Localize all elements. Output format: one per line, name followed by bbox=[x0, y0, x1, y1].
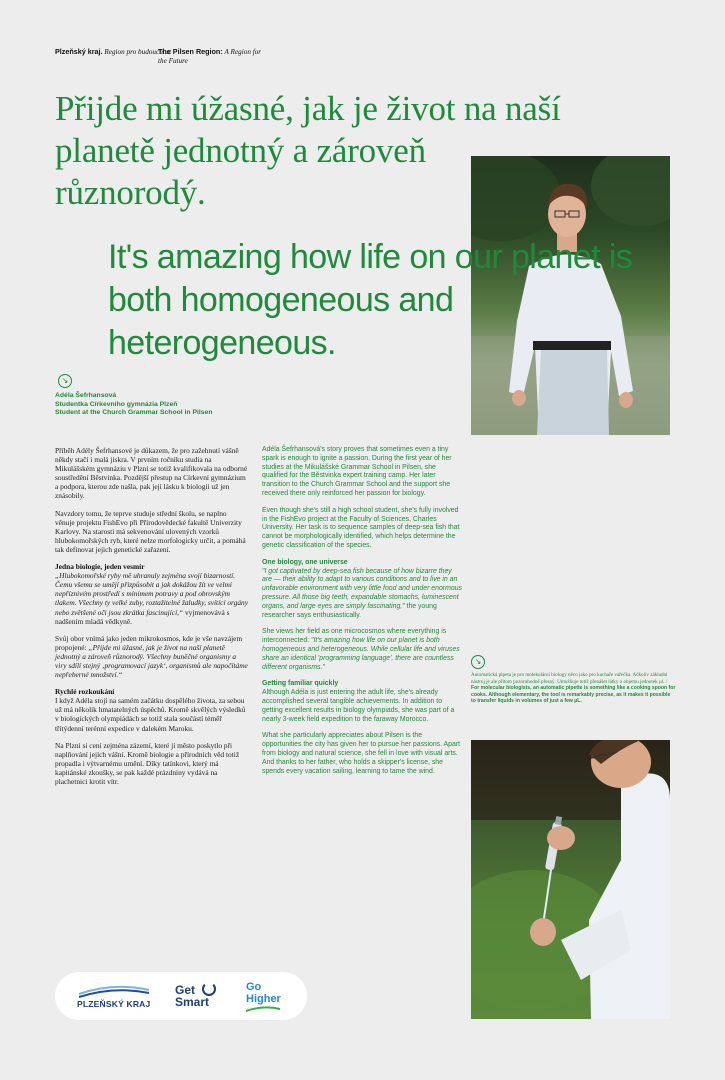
author-role-en: Student at the Church Grammar School in Pilsen bbox=[55, 409, 213, 417]
header-right bbox=[158, 47, 268, 66]
paragraph: What she particularly appreciates about Pilsen is the opportunities the city has given her to pursue her passions. Apart from biology and natural science, she fell in love with visual arts. And thanks to her father, who holds a skipper's license, she spends every vacation sailing, learning to tame the wind. bbox=[262, 732, 461, 775]
paragraph: Adéla Šefrhansová's story proves that sometimes even a tiny spark is enough to ignite a passion. During the first year of her studies at the Mikulášské Grammar School in Pilsen, she qualified for the Běstvinka expert training camp. Her later transition to the Church Grammar School and the support she received there only reinforced her passion for biology. bbox=[262, 446, 452, 497]
author-block bbox=[55, 392, 213, 418]
quote-paragraph bbox=[55, 571, 248, 626]
go-higher-logo bbox=[246, 981, 281, 1005]
paragraph: Navzdory tomu, že teprve studuje střední školu, se naplno věnuje projektu FishEvo při Přírodovědecké fakultě Univerzity Karlovy. Na starosti má sekvenování ulovených vzorků hlubokomořských ryb, které nelze morfologicky určit, a pomáhá tak definovat jejich genetické zařazení. bbox=[55, 508, 246, 554]
page-title: Přijde mi úžasné, jak je život na naší planetě jednotný a zároveň různorodý. bbox=[55, 89, 561, 212]
caption-cs: Automatická pipeta je pro molekulární biology něco jako pro kuchaře vařečka. Ačkoliv základní nástroj je ale přitom pozoruhodně přesný. Umožňuje totiž přenášet látky o objemu jednotek µl. bbox=[471, 672, 668, 685]
header-right-subtitle: A Region for the Future bbox=[158, 48, 262, 65]
quote: „Přijde mi úžasné, jak je život na naší planetě jednotný a zároveň různorodý. Všechny buněčné organismy a viry sdílí stejný ‚programovací jazyk‘, organismů ale napočítáme nepřeberné množství.“ bbox=[55, 642, 248, 680]
quote: "I got captivated by deep-sea fish because of how bizarre they are — their ability to adapt to various conditions and to live in an unfavorable environment with very little food and under enormous pressure. All those big teeth, expandable stomachs, luminescent organs, and large eyes are simply fascinating," bbox=[262, 567, 462, 610]
go-higher-line-1: Go bbox=[246, 981, 262, 993]
go-higher-line-2: Higher bbox=[246, 993, 281, 1005]
body-column-english bbox=[262, 446, 462, 784]
header-right-title: The Pilsen Region: bbox=[158, 47, 223, 56]
quote-paragraph bbox=[55, 634, 248, 679]
quote: "It's amazing how life on our planet is both homogeneous and heterogeneous. While cellular life and viruses share an identical 'programming language', there are countless different organisms." bbox=[262, 637, 460, 671]
subheading: Rychlé rozkoukání bbox=[55, 687, 115, 697]
english-title: It's amazing how life on our planet is both homogeneous and heterogeneous. bbox=[108, 238, 633, 362]
lead-text: She views her field as one microcosmos where everything is interconnected: bbox=[262, 628, 447, 645]
get-smart-line-2: Smart bbox=[175, 995, 210, 1009]
paragraph: Even though she's still a high school student, she's fully involved in the FishEvo project at the Faculty of Sciences, Charles University. Her task is to sequence samples of deep-sea fish that cannot be morphologically identified, which helps determine the genetic classification of the species. bbox=[262, 506, 460, 549]
quote: „Hlubokomořské ryby mě uhranuly zejména svojí bizarností. Čemu všemu se umějí přizpůsobit a jak dokážou žít ve velmi nepříznivém prostředí s minimem potravy a pod obrovským tlakem. Všechny ty velké zuby, roztažitelné žaludky, svítící orgány nebo zvětšené oči jsou zkrátka fascinující,“ bbox=[55, 571, 248, 617]
quote-paragraph bbox=[262, 568, 462, 621]
paragraph: Na Plzni si cení zejména zázemí, které jí město poskytlo při naplňování jejích vášní. Kromě biologie a přírodních věd totiž propadla i výtvarnému umění. Díky tatínkovi, který má kapitánské zkoušky, se pak každé prázdniny vydává na plachetnici krotit vítr. bbox=[55, 740, 240, 786]
arrow-down-right-icon: ↘ bbox=[471, 655, 485, 669]
photo-caption: Automatická pipeta je pro molekulární biology něco jako pro kuchaře vařečka. Ačkoliv základní nástroj je ale přitom pozoruhodně přesný. Umožňuje totiž přenášet látky o objemu jednotek µl. / For molecular biologists, an automatic pipette is something like a cooking spoon for cooks. Although elementary, the tool is remarkably precise, as it makes it possible to transfer liquids in volumes of just a few µL. bbox=[471, 672, 676, 705]
logo-bar bbox=[55, 972, 307, 1020]
kraj-logo-text: PLZEŇSKÝ KRAJ bbox=[77, 999, 151, 1009]
author-name: Adéla Šefrhansová bbox=[55, 392, 117, 399]
kraj-logo-icon bbox=[77, 984, 151, 998]
subheading: Jedna biologie, jeden vesmír bbox=[55, 562, 145, 572]
quote-attribution: the young researcher says enthusiastically. bbox=[262, 602, 437, 619]
header-left bbox=[55, 47, 171, 57]
paragraph: I když Adéla stojí na samém začátku dospělého života, za sebou už má několik hmatatelných úspěchů. Kromě skvělých výsledků v biologických olympiádách se totiž stala součástí téměř třítýdenní terénní expedice v dalekém Maroku. bbox=[55, 696, 246, 733]
subheading: Getting familiar quickly bbox=[262, 680, 339, 688]
header-left-title: Plzeňský kraj. bbox=[55, 47, 103, 56]
paragraph: Although Adéla is just entering the adult life, she's already accomplished several tangible achievements. In addition to getting excellent results in biology olympiads, she was part of a nearly 3-week field expedition to the faraway Morocco. bbox=[262, 689, 455, 723]
paragraph: Příběh Adély Šefrhansové je důkazem, že pro zažehnutí vášně někdy stačí i malá jiskra. V prvním ročníku studia na Mikulášském gymnáziu v Plzni se totiž kvalifikovala na odborné soustředění Běstvinka. Pozdější přestup na Církevní gymnázium a podpora, kterou zde našla, pak její lásku k biologii už jen znásobily. bbox=[55, 446, 248, 501]
quote-attribution: vyjmenovává s nadšením mladá vědkyně. bbox=[55, 607, 230, 626]
body-column-czech bbox=[55, 446, 248, 794]
lead-text: Svůj obor vnímá jako jeden mikrokosmos, kde je vše navzájem propojené: bbox=[55, 633, 243, 652]
power-icon bbox=[202, 982, 216, 996]
get-smart-line-1: Get bbox=[175, 983, 196, 997]
header-left-subtitle: Region pro budoucnost bbox=[104, 48, 172, 56]
caption-en: For molecular biologists, an automatic pipette is something like a cooking spoon for cooks. Although elementary, the tool is remarkably precise, as it makes it possible to transfer liquids in volumes of just a few µL. bbox=[471, 685, 676, 705]
author-role-cs: Studentka Církevního gymnázia Plzeň bbox=[55, 400, 178, 408]
quote-paragraph bbox=[262, 628, 462, 672]
swoosh-icon bbox=[245, 1005, 281, 1013]
pipette-photo bbox=[471, 740, 670, 1019]
arrow-down-right-icon: ↘ bbox=[58, 374, 72, 388]
subheading: One biology, one universe bbox=[262, 558, 348, 566]
